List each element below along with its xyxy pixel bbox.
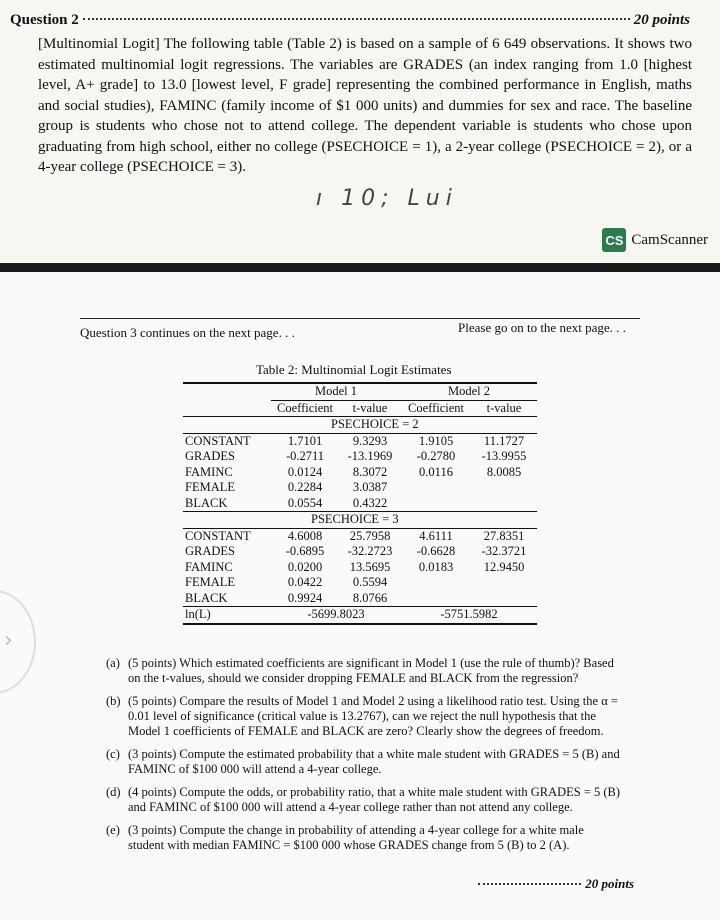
chevron-right-icon[interactable]: › [4, 628, 13, 653]
page-divider-bar [0, 263, 720, 272]
footer-points: 20 points [478, 876, 634, 892]
leader-dots [478, 883, 581, 885]
leader-dots [83, 18, 630, 20]
group-psechoice-2: PSECHOICE = 2 [271, 417, 537, 434]
table-row: FAMINC 0.0124 8.3072 0.0116 8.0085 [185, 464, 522, 479]
question-2-label: Question 2 [10, 12, 79, 28]
table-row: CONSTANT 4.6008 25.7958 4.6111 27.8351 [183, 528, 537, 544]
handwritten-note: ı 10; Lui [316, 186, 458, 211]
table-row: CONSTANT 1.7101 9.3293 1.9105 11.1727 [183, 433, 537, 449]
question-2-points: 20 points [633, 12, 690, 28]
tval-header-2: t-value [486, 400, 522, 415]
part-d: (d) (4 points) Compute the odds, or probability ratio, that a white male student with GRADES = 5 (B) and FAMINC of $100 000 will attend a 4-year college rather than not attend any college. [106, 785, 621, 814]
table-row: FEMALE 0.2284 3.0387 [185, 480, 388, 494]
coef-header-2: Coefficient [408, 400, 464, 415]
page-rule [80, 318, 640, 319]
table-row: BLACK 0.0554 0.4322 [185, 495, 388, 510]
question-parts [106, 656, 622, 861]
tval-header-1: t-value [352, 400, 388, 415]
table-row: GRADES -0.2711 -13.1969 -0.2780 -13.9955 [185, 449, 527, 463]
coef-header-1: Coefficient [277, 400, 333, 415]
camscanner-label: CamScanner [631, 231, 708, 248]
question-2-text: [Multinomial Logit] The following table (Table 2) is based on a sample of 6 649 observations. It shows two estimated multinomial logit regressions. The variables are GRADES (an index ranging from 1.0 [highest level, A+ grade] to 13.0 [lowest level, F grade] representing the combined performance in English, maths and social studies), FAMINC (family income of $1 000 units) and dummies for sex and race. The baseline group is students who chose not to attend college. The dependent variable is students who chose upon graduating from high school, either no college (PSECHOICE = 1), a 2-year college (PSECHOICE = 2), or a 4-year college (PSECHOICE = 3). [38, 36, 692, 175]
part-a: (a) (5 points) Which estimated coefficients are significant in Model 1 (use the rule of thumb)? Based on the t-values, should we consider dropping FEMALE and BLACK from the regression? [106, 656, 614, 685]
scanned-page-top [0, 0, 720, 262]
model-1-header: Model 1 [271, 383, 401, 400]
camscanner-watermark [602, 228, 708, 252]
continues-note: Question 3 continues on the next page. . . [80, 325, 295, 340]
part-e: (e) (3 points) Compute the change in probability of attending a 4-year college for a white male student with median FAMINC = $100 000 whose GRADES change from 5 (B) to 2 (A). [106, 823, 584, 852]
camscanner-logo-icon: CS [602, 228, 626, 252]
table-row: GRADES -0.6895 -32.2723 -0.6628 -32.3721 [185, 544, 527, 558]
model-2-header: Model 2 [401, 383, 537, 400]
estimates-table [183, 382, 537, 625]
part-c: (c) (3 points) Compute the estimated probability that a white male student with GRADES = 5 (B) and FAMINC of $100 000 will attend a 4-year college. [106, 747, 620, 776]
table-title: Table 2: Multinomial Logit Estimates [256, 362, 452, 377]
table-row: FEMALE 0.0422 0.5594 [185, 575, 388, 589]
group-psechoice-3: PSECHOICE = 3 [271, 512, 537, 529]
go-on-note: Please go on to the next page. . . [458, 320, 626, 335]
question-2-header [10, 12, 690, 29]
table-row: BLACK 0.9924 8.0766 [185, 590, 388, 605]
table-row: FAMINC 0.0200 13.5695 0.0183 12.9450 [185, 559, 525, 574]
lnl-row: ln(L) -5699.8023 -5751.5982 [183, 607, 537, 624]
part-b: (b) (5 points) Compare the results of Model 1 and Model 2 using a likelihood ratio test. Using the α = 0.01 level of significance (critical value is 13.2767), can we reject the null hypothesis that the Model 1 coefficients of FEMALE and BLACK are zero? Clearly show the degrees of freedom. [106, 694, 618, 738]
